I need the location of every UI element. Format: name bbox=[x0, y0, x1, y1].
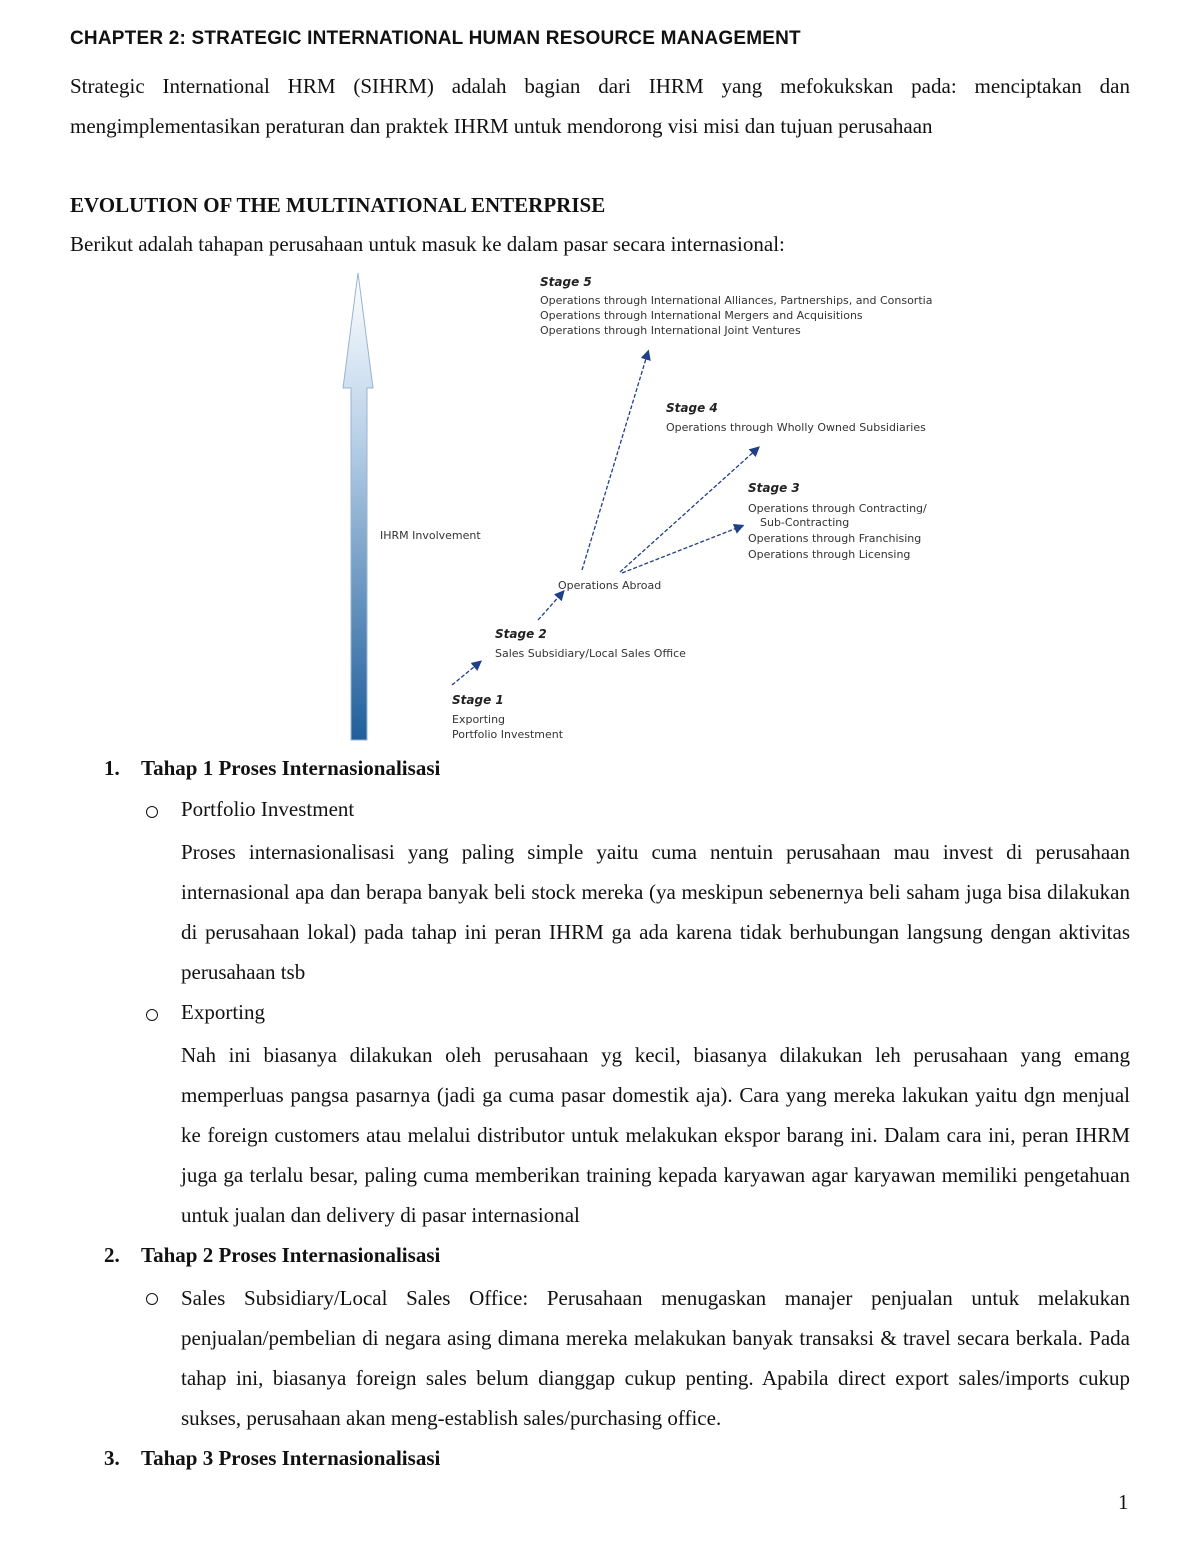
arrow-abroad-stage5 bbox=[582, 352, 648, 570]
sub-item-body-sales-subsidiary: Sales Subsidiary/Local Sales Office: Perusahaan menugaskan manajer penjualan untuk melakukan penjualan/pembelian di negara asing dimana mereka melakukan banyak transaksi & travel secara berkala. Pada tahap ini, biasanya foreign sales belum dianggap cukup penting. Apabila direct export sales/imports cukup sukses, perusahaan akan meng-establish sales/purchasing office. bbox=[181, 1286, 1130, 1430]
sub-item-title-portfolio: Portfolio Investment bbox=[181, 797, 355, 821]
stage5-title: Stage 5 bbox=[540, 275, 592, 289]
stage2-line-1: Sales Subsidiary/Local Sales Office bbox=[495, 647, 686, 660]
list-heading-1: Tahap 1 Proses Internasionalisasi bbox=[141, 756, 441, 780]
list-number-2: 2. bbox=[104, 1243, 120, 1267]
sub-item-title-exporting: Exporting bbox=[181, 1000, 265, 1024]
list-heading-3: Tahap 3 Proses Internasionalisasi bbox=[141, 1446, 441, 1470]
chapter-title: CHAPTER 2: STRATEGIC INTERNATIONAL HUMAN RESOURCE MANAGEMENT bbox=[70, 28, 801, 49]
list-heading-2: Tahap 2 Proses Internasionalisasi bbox=[141, 1243, 441, 1267]
stage3-line-2: Sub-Contracting bbox=[760, 516, 850, 529]
section-title: EVOLUTION OF THE MULTINATIONAL ENTERPRISE bbox=[70, 193, 606, 217]
bullet-icon bbox=[146, 1009, 158, 1021]
arrow-abroad-stage4 bbox=[620, 448, 758, 572]
stage5-line-3: Operations through International Joint Ventures bbox=[540, 324, 801, 337]
section-lead: Berikut adalah tahapan perusahaan untuk masuk ke dalam pasar secara internasional: bbox=[70, 232, 785, 256]
stage1-line-2: Portfolio Investment bbox=[452, 728, 564, 741]
stage5-line-2: Operations through International Mergers and Acquisitions bbox=[540, 309, 863, 322]
stage2-title: Stage 2 bbox=[495, 627, 547, 641]
sub-item-body-exporting: Nah ini biasanya dilakukan oleh perusahaan yg kecil, biasanya dilakukan leh perusahaan yang emang memperluas pangsa pasarnya (jadi ga cuma pasar domestik aja). Cara yang mereka lakukan yaitu dgn menjual ke foreign customers atau melalui distributor untuk melakukan ekspor barang ini. Dalam cara ini, peran IHRM juga ga terlalu besar, paling cuma memberikan training kepada karyawan agar karyawan memiliki pengetahuan untuk jualan dan delivery di pasar internasional bbox=[181, 1043, 1130, 1227]
arrow-abroad-stage3 bbox=[622, 526, 742, 573]
intro-paragraph: Strategic International HRM (SIHRM) adalah bagian dari IHRM yang mefokukskan pada: menciptakan dan mengimplementasikan peraturan dan praktek IHRM untuk mendorong visi misi dan tujuan perusahaan bbox=[70, 74, 1130, 138]
stage3-line-4: Operations through Licensing bbox=[748, 548, 911, 561]
evolution-diagram-svg bbox=[330, 268, 935, 746]
operations-abroad-label: Operations Abroad bbox=[558, 579, 662, 592]
stage4-line-1: Operations through Wholly Owned Subsidiaries bbox=[666, 421, 926, 434]
list-number-3: 3. bbox=[104, 1446, 120, 1470]
stage3-title: Stage 3 bbox=[748, 481, 800, 495]
stage5-line-1: Operations through International Alliances, Partnerships, and Consortia bbox=[540, 294, 933, 307]
sub-item-body-portfolio: Proses internasionalisasi yang paling simple yaitu cuma nentuin perusahaan mau invest di perusahaan internasional apa dan berapa banyak beli stock mereka (ya meskipun sebenernya beli saham juga bisa dilakukan di perusahaan lokal) pada tahap ini peran IHRM ga ada karena tidak berhubungan langsung dengan aktivitas perusahaan tsb bbox=[181, 840, 1130, 984]
arrow-stage1-stage2 bbox=[452, 662, 480, 685]
ihrm-involvement-arrow bbox=[343, 273, 373, 740]
page-number: 1 bbox=[1118, 1490, 1129, 1514]
axis-label: IHRM Involvement bbox=[380, 529, 481, 542]
evolution-diagram bbox=[330, 268, 935, 746]
bullet-icon bbox=[146, 1293, 158, 1305]
stage3-line-1: Operations through Contracting/ bbox=[748, 502, 927, 515]
stage4-title: Stage 4 bbox=[666, 401, 718, 415]
list-number-1: 1. bbox=[104, 756, 120, 780]
stage1-title: Stage 1 bbox=[452, 693, 504, 707]
stage3-line-3: Operations through Franchising bbox=[748, 532, 922, 545]
bullet-icon bbox=[146, 806, 158, 818]
arrow-stage2-abroad bbox=[538, 592, 563, 620]
stage1-line-1: Exporting bbox=[452, 713, 506, 726]
